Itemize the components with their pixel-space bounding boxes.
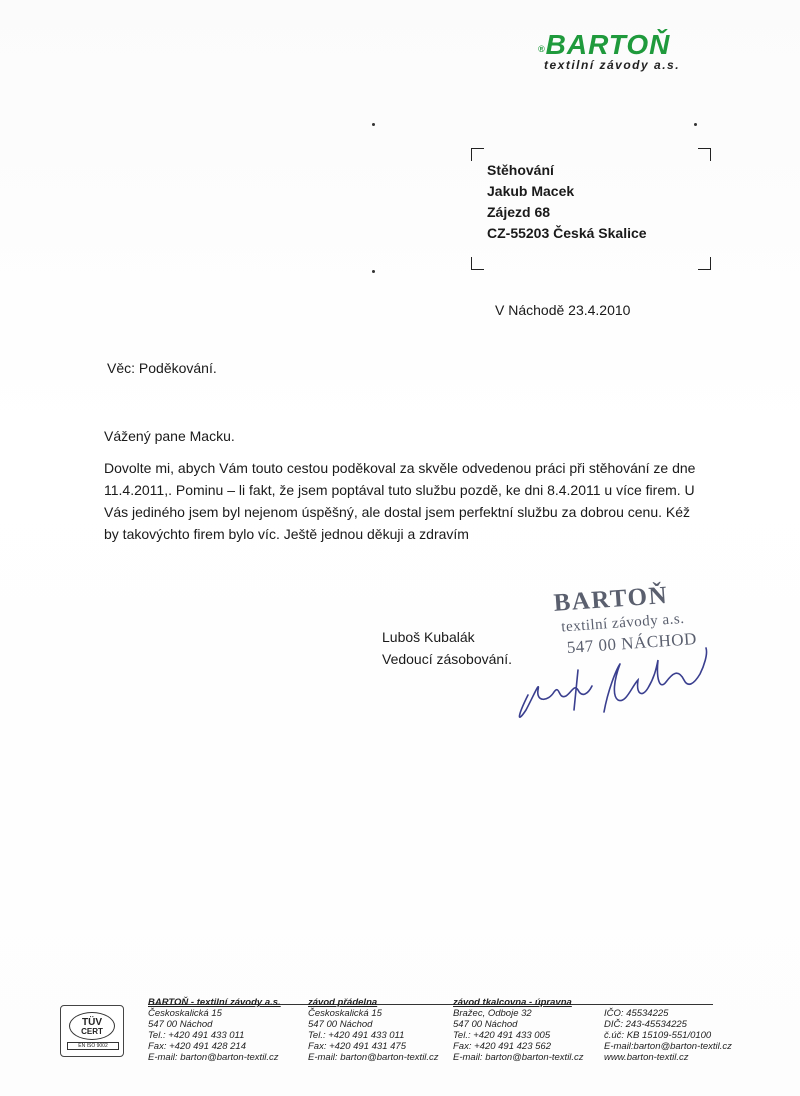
- footer-company-column: [148, 997, 281, 1063]
- footer-line: Bražec, Odboje 32: [453, 1008, 532, 1019]
- footer-line: DIČ: 243-45534225: [604, 1019, 687, 1030]
- signer-title: Vedoucí zásobování.: [382, 651, 512, 667]
- footer-heading: BARTOŇ - textilní závody a.s.: [148, 997, 281, 1008]
- address-window-corner-top-left: [471, 148, 484, 161]
- footer-line: E-mail: barton@barton-textil.cz: [308, 1052, 439, 1063]
- logo-reg: ®: [538, 44, 546, 54]
- footer-line: 547 00 Náchod: [148, 1019, 213, 1030]
- company-logo: [538, 30, 698, 72]
- tuv-text: TÜV: [82, 1017, 102, 1028]
- footer-line: E-mail: barton@barton-textil.cz: [453, 1052, 584, 1063]
- body-line: Dovolte mi, abych Vám touto cestou poděkoval za skvěle odvedenou práci při stěhování ze dne: [104, 460, 696, 476]
- recipient-line: Stěhování: [487, 162, 554, 178]
- footer-line: Tel.: +420 491 433 011: [308, 1030, 405, 1041]
- address-window-corner-top-right: [698, 148, 711, 161]
- footer-line: Tel.: +420 491 433 005: [453, 1030, 551, 1041]
- letter-subject: Věc: Poděkování.: [107, 360, 217, 376]
- stamp-subtitle: textilní závody a.s.: [560, 610, 685, 636]
- logo-subtitle: textilní závody a.s.: [544, 58, 681, 72]
- logo-name: [538, 30, 698, 60]
- recipient-line: CZ-55203 Česká Skalice: [487, 225, 647, 241]
- footer-registration-column: [604, 1008, 732, 1063]
- body-line: 11.4.2011,. Pominu – li fakt, že jsem poptával tuto službu pozdě, ke dni 8.4.2011 u více firem. U: [104, 482, 695, 498]
- footer-line: IČO: 45534225: [604, 1008, 669, 1019]
- footer-line: 547 00 Náchod: [308, 1019, 373, 1030]
- iso-label: EN ISO 9002: [67, 1042, 119, 1050]
- fold-mark-dot: [372, 270, 375, 273]
- footer-heading: závod tkalcovna - úpravna: [453, 997, 572, 1008]
- stamp-name: BARTOŇ: [552, 581, 670, 617]
- body-line: by takovýchto firem bylo víc. Ještě jednou děkuji a zdravím: [104, 526, 469, 542]
- handwritten-signature: [508, 640, 718, 730]
- fold-mark-dot: [694, 123, 697, 126]
- recipient-line: Jakub Macek: [487, 183, 575, 199]
- footer-line: Tel.: +420 491 433 011: [148, 1030, 245, 1041]
- cert-text: CERT: [81, 1027, 103, 1036]
- letter-body: [104, 457, 704, 545]
- signer-name: Luboš Kubalák: [382, 629, 475, 645]
- footer-line: www.barton-textil.cz: [604, 1052, 689, 1063]
- footer-spinning-plant-column: [308, 997, 439, 1063]
- footer-line: Fax: +420 491 428 214: [148, 1041, 246, 1052]
- tuv-oval-mark: [69, 1012, 115, 1040]
- footer-line: E-mail:barton@barton-textil.cz: [604, 1041, 732, 1052]
- footer-line: Fax: +420 491 431 475: [308, 1041, 406, 1052]
- tuv-cert-logo: [60, 1005, 124, 1057]
- stamp-address: 547 00 NÁCHOD: [566, 629, 698, 658]
- footer-heading: závod přádelna: [308, 997, 378, 1008]
- footer-line: 547 00 Náchod: [453, 1019, 518, 1030]
- footer-line: Fax: +420 491 423 562: [453, 1041, 551, 1052]
- footer-line: č.úč: KB 15109-551/0100: [604, 1030, 712, 1041]
- fold-mark-dot: [372, 123, 375, 126]
- address-window-corner-bottom-right: [698, 257, 711, 270]
- letter-date: V Náchodě 23.4.2010: [495, 302, 631, 318]
- logo-name-text: BARTOŇ: [545, 29, 671, 60]
- letter-greeting: Vážený pane Macku.: [104, 428, 235, 444]
- footer-line: Českoskalická 15: [308, 1008, 382, 1019]
- footer-line: Českoskalická 15: [148, 1008, 222, 1019]
- body-line: Vás jediného jsem byl nejenom úspěšný, ale dostal jsem perfektní službu za dobrou cenu. Kéž: [104, 504, 691, 520]
- recipient-line: Zájezd 68: [487, 204, 551, 220]
- footer-weaving-plant-column: [453, 997, 584, 1063]
- address-window-corner-bottom-left: [471, 257, 484, 270]
- footer-line: E-mail: barton@barton-textil.cz: [148, 1052, 279, 1063]
- signer-block: [382, 626, 512, 670]
- recipient-address: [487, 160, 647, 244]
